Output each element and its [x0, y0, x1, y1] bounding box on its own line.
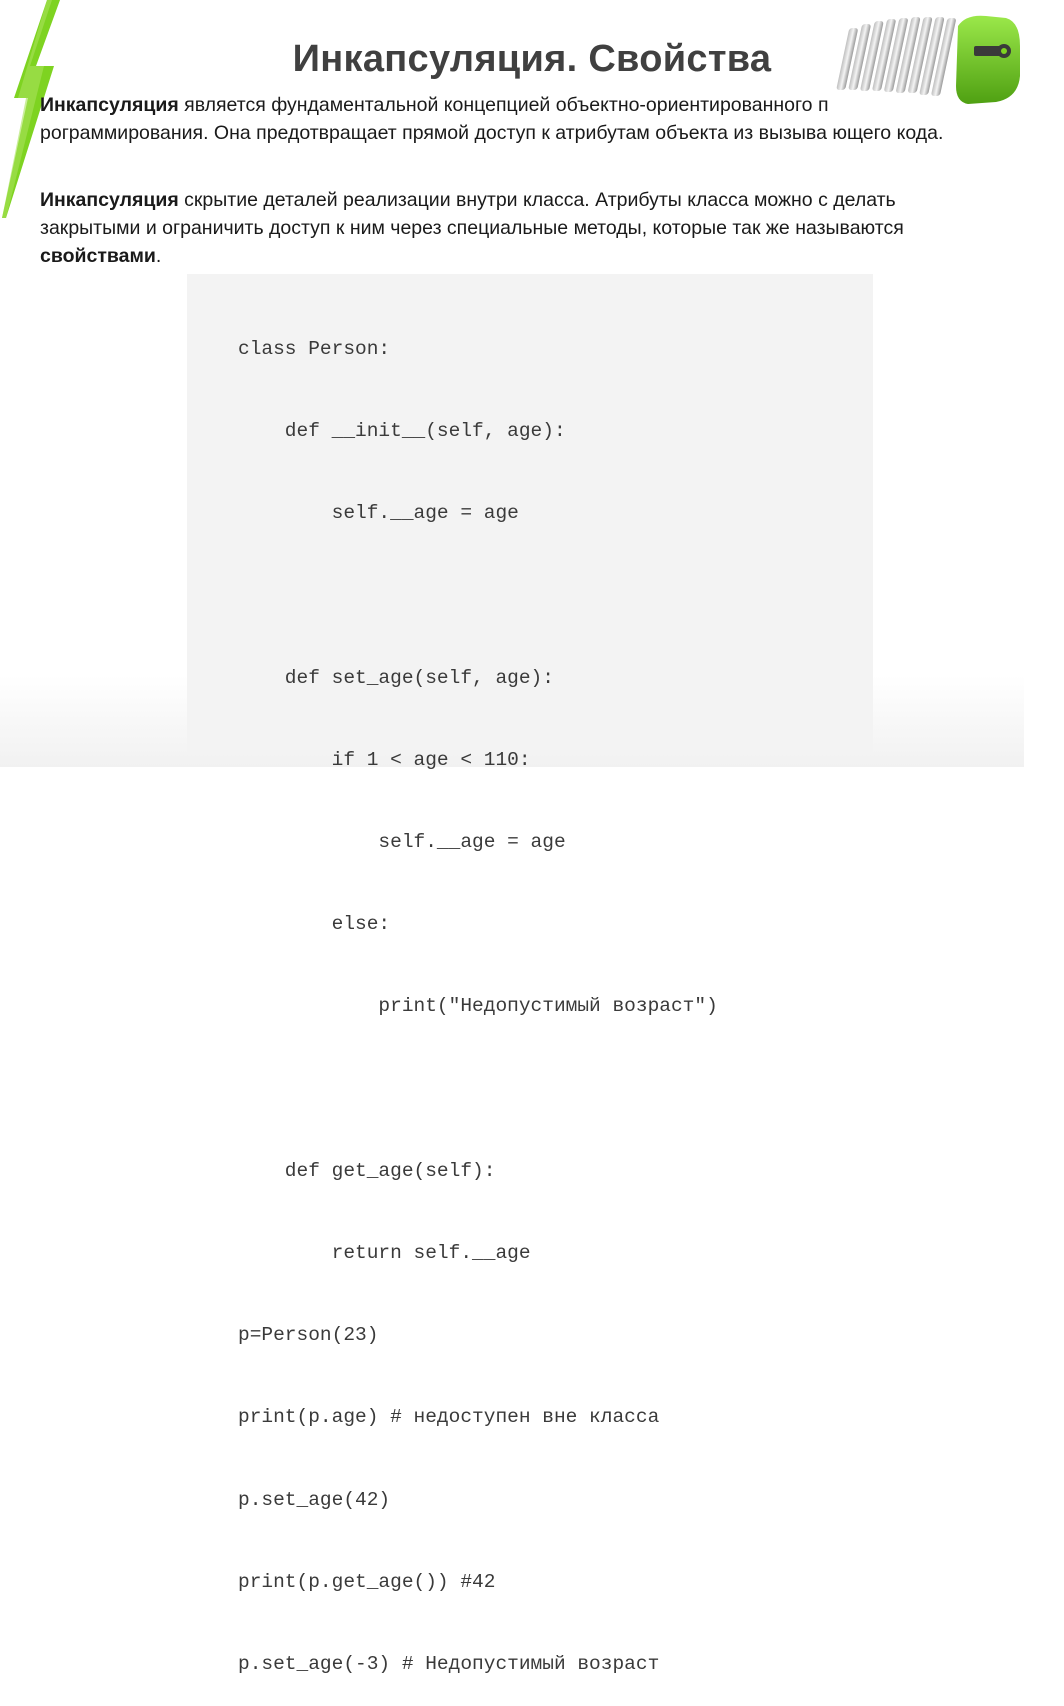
code-line: self.__age = age: [238, 831, 566, 854]
code-line: p.set_age(-3) # Недопустимый возраст: [238, 1653, 660, 1676]
code-line: def set_age(self, age):: [238, 666, 554, 689]
term-encapsulation: Инкапсуляция: [40, 94, 179, 116]
paragraph-encapsulation-definition: [40, 91, 970, 147]
code-line: else:: [238, 913, 391, 936]
code-line: class Person:: [238, 337, 391, 360]
code-line: [238, 582, 718, 609]
code-line: [238, 1076, 718, 1103]
code-line: p=Person(23): [238, 1324, 379, 1347]
slide-title: Инкапсуляция. Свойства: [292, 38, 772, 80]
code-line: def get_age(self):: [238, 1159, 496, 1182]
paragraph-text: скрытие деталей реализации внутри класса. Атрибуты класса можно с делать закрытыми и ограничить доступ к ним через специальные методы, которые так же называются: [40, 189, 904, 239]
code-line: print(p.age) # недоступен вне класса: [238, 1406, 660, 1429]
code-line: self.__age = age: [238, 502, 519, 525]
code-block: [238, 281, 718, 1706]
term-properties: свойствами: [40, 245, 156, 267]
code-line: p.set_age(42): [238, 1488, 391, 1511]
paragraph-text: является фундаментальной концепцией объектно-ориентированного п рограммирования. Она предотвращает прямой доступ к атрибутам объекта из вызыва ющего кода.: [40, 94, 944, 144]
code-line: def __init__(self, age):: [238, 420, 566, 443]
code-line: print(p.get_age()) #42: [238, 1570, 496, 1593]
paragraph-text-end: .: [155, 245, 162, 267]
paragraph-encapsulation-hiding: [40, 186, 970, 270]
term-encapsulation: Инкапсуляция: [40, 189, 179, 211]
code-line: if 1 < age < 110:: [238, 748, 531, 771]
code-line: return self.__age: [238, 1242, 531, 1265]
code-line: print("Недопустимый возраст"): [238, 995, 718, 1018]
